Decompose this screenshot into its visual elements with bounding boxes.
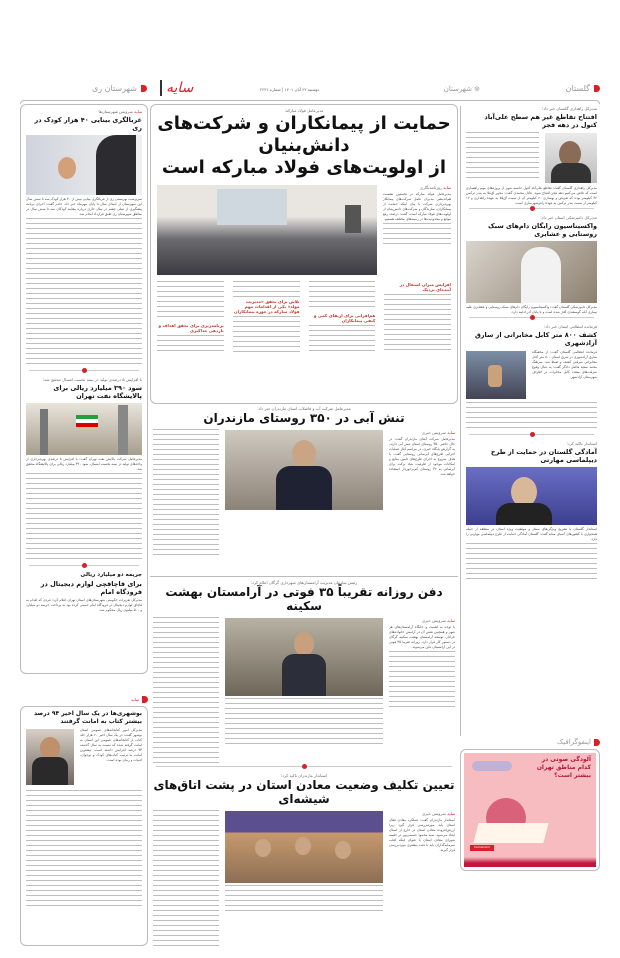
article-kicker: فرمانده انتظامی استان خبر داد: bbox=[543, 323, 597, 329]
brand-badge: hamshahri bbox=[470, 845, 494, 851]
byline: سرویس خبری bbox=[421, 618, 446, 623]
article-title[interactable]: بوشهری‌ها در یک سال اخیر ۹۴ درصد بیشتر کتاب به امانت گرفتند bbox=[33, 710, 142, 725]
article-text bbox=[389, 651, 455, 711]
brand-mark: سایه bbox=[447, 811, 455, 816]
map-graphic bbox=[473, 823, 548, 843]
infographic-title: آلودگی صوتی در کدام مناطق تهران بیشتر است؟ bbox=[536, 756, 591, 779]
article-title[interactable]: آمادگی گلستان در حمایت از طرح دیپلماسی مهارتی bbox=[490, 447, 597, 465]
section-title: گلستان bbox=[565, 84, 590, 93]
article-body: مدیرکل امور کتابخانه‌های عمومی استان بوشهر گفت: در یک سال اخیر ۲۰ هزار جلد کتاب از کتابخانه‌های عمومی این استان به امانت گرفته شده که نسبت به سال گذشته ۹۴ درصد افزایش داشته است. بیشترین امانت به ترتیب کتاب‌های کودک و نوجوان، ادبیات و رمان بوده است. bbox=[80, 727, 142, 762]
article-text bbox=[466, 402, 597, 432]
article-photo bbox=[26, 135, 142, 195]
article-kicker: استاندار مازندران تاکید کرد: bbox=[280, 773, 328, 778]
left-bottom-section bbox=[20, 696, 148, 946]
divider bbox=[469, 434, 594, 439]
article-text bbox=[26, 218, 142, 368]
article-body: مدیرکل دامپزشکی گلستان گفت: واکسیناسیون رایگان دام‌های سبک روستایی و عشایری علیه بیماری آبله گوسفندی آغاز شده است و تا پایان آذر ادامه دارد. bbox=[466, 304, 597, 314]
article-body: استاندار گلستان با تشریح ویژگی‌های ممتاز و موقعیت ویژه استان در منطقه از جمله همجواری با کشورهای آسیای میانه گفت: گلستان آمادگی حمایت از طرح دیپلماسی مهارتی را دارد. bbox=[466, 526, 597, 541]
article-photo bbox=[225, 811, 383, 883]
divider bbox=[29, 565, 139, 570]
article-title[interactable]: افتتاح تقاطع غیر هم سطح علی‌آباد کتول در دهه فجر bbox=[484, 113, 597, 130]
byline: سرویس خبری bbox=[421, 430, 446, 435]
article-text bbox=[384, 294, 451, 354]
divider bbox=[469, 208, 594, 213]
article-text bbox=[233, 281, 300, 297]
article-text bbox=[383, 223, 451, 247]
lead-kicker: مدیرعامل فولاد مبارکه: bbox=[284, 108, 324, 113]
divider bbox=[156, 766, 452, 771]
flag-graphic bbox=[76, 415, 98, 427]
article-body: سرپرست بهزیستی ری از غربالگری بینایی بیش از ۴۰ هزار کودک سه تا شش سال این شهرستان از ابتدای سال تا پایان مهرماه خبر داد. خادم گفت: اجرای برنامه پیشگیری از تنبلی چشم در سال جاری درباره معاینه کودکان سه تا شش سال در مناطق شهرستان ری طبق قرارداد انجام شد. bbox=[26, 196, 142, 216]
article-title[interactable]: غربالگری بینایی ۴۰ هزار کودک در ری bbox=[34, 116, 142, 133]
article-photo bbox=[225, 430, 383, 510]
brand-mark: سایه bbox=[131, 697, 139, 702]
city-text: شهرستان bbox=[443, 85, 472, 93]
article-photo bbox=[225, 618, 383, 696]
article-title[interactable]: تعیین تکلیف وضعیت معادن استان در پشت اتاق‌های شیشه‌ای bbox=[153, 778, 455, 806]
article-text bbox=[225, 698, 383, 748]
article-text bbox=[26, 473, 142, 563]
section-flag-icon bbox=[141, 85, 147, 92]
article-title[interactable]: واکسیناسیون رایگان دام‌های سبک روستایی و عشایری bbox=[488, 221, 597, 239]
article-title[interactable]: دفن روزانه تقریباً ۳۵ فوتی در آرامستان بهشت سکینه bbox=[165, 585, 443, 613]
right-column bbox=[460, 104, 600, 734]
airplane-icon bbox=[472, 761, 512, 771]
article-mines bbox=[150, 764, 458, 950]
byline: سرویس خبری bbox=[421, 811, 446, 816]
brand-mark: سایه bbox=[134, 109, 142, 114]
article-kicker: مدیرکل راهداری گلستان خبر داد: bbox=[541, 106, 597, 111]
article-body: فرمانده انتظامی گلستان گفت: از مخفیگاه سارق آزادشهری در شرق استان ۸۰۰ متر کابل مخابراتی سرقتی کشف و ضبط شد. سرهنگ محمد سعید فاضل دادگر گفت: به دنبال وقوع سرقت‌های متعدد کابل مخابرات در اطراف شهرستان آزادشهر. bbox=[532, 349, 597, 379]
article-body: مدیرکل تعزیرات حکومتی شهرستان‌های استان تهران اعلام کرد: فردی که اقدام به قاچاق لوازم دیجیتال در فرودگاه امام خمینی کرده بود به پرداخت جریمه دو میلیارد و ۵۰۰ میلیون ریال محکوم شد. bbox=[26, 597, 142, 612]
article-photo bbox=[466, 351, 526, 399]
lead-subheading: تلاش برای تحقق «مدیریت مولد» یکی از اقدامات مهم فولاد مبارکه در حوزه پیمانکاران bbox=[234, 299, 300, 314]
article-text bbox=[225, 885, 383, 915]
infographic-frame[interactable] bbox=[460, 749, 600, 871]
article-body: با توجه به اهمیت و جایگاه آرامستان‌های هر شهر و همچنین نقش آن در آرامش خانواده‌های عزادار، توسعه آرامستان بهشت سکینه گرگان در دستور کار قرار دارد. روزانه تقریبا ۳۵ فوتی در این آرامستان دفن می‌شوند. bbox=[389, 625, 455, 649]
article-text bbox=[309, 281, 376, 311]
article-kicker: جریمه دو میلیارد ریالی bbox=[80, 571, 142, 578]
article-water bbox=[150, 406, 458, 574]
lead-right-text bbox=[380, 183, 454, 277]
article-cemetery bbox=[150, 576, 458, 762]
article-text bbox=[26, 790, 142, 910]
section-label-right bbox=[566, 84, 600, 93]
divider bbox=[469, 317, 594, 322]
issue-date: دوشنبه ۲۲ آبان ۱۴۰۱ | شماره ۲۲۳۱ bbox=[260, 87, 320, 92]
article-title[interactable]: سود ۳۹۰ میلیارد ریالی برای پالایشگاه نفت تهران bbox=[53, 383, 142, 401]
article-text bbox=[466, 132, 539, 182]
section-flag-icon bbox=[142, 696, 148, 703]
article-text bbox=[157, 335, 224, 355]
infographic-image bbox=[464, 753, 596, 867]
section-flag-icon bbox=[594, 739, 600, 746]
screen-graphic bbox=[217, 189, 287, 225]
byline: سرویس شهرستان‌ها bbox=[98, 109, 133, 114]
article-text bbox=[153, 617, 219, 767]
article-books bbox=[20, 706, 148, 946]
article-photo bbox=[26, 729, 74, 785]
lead-subheading: برنامه‌ریزی برای تحقق اهداف و بازدهی حداکثری bbox=[158, 323, 224, 333]
article-text bbox=[153, 810, 219, 950]
article-kicker: استاندار تاکید کرد: bbox=[566, 440, 597, 446]
infographic-header bbox=[460, 738, 600, 746]
byline: روزنامه‌نگاری bbox=[419, 185, 442, 190]
article-kicker: مدیرکل دامپزشکی استان خبر داد: bbox=[540, 214, 597, 220]
article-body: مدیرعامل شرکت آبفای مازندران گفت: در حال حاضر ۳۵۰ روستای استان تنش آبی دارند. به گزارش پایگاه خبری، در مراسم آغاز عملیات اجرایی طرح‌های آبرسانی روستایی گفت: با هدف شروع به اجرای طرح‌های تامین منابع و امکانات موجود از ظرفیت بنیاد برکت برای آبرسانی به ۳۲ روستای کم‌برخوردار استفاده خواهد شد. bbox=[389, 437, 455, 476]
article-kicker: مدیرعامل شرکت آب و فاضلاب استان مازندران خبر داد: bbox=[257, 406, 351, 411]
infographic-section bbox=[460, 738, 600, 871]
section-title: شهرستان ری bbox=[92, 84, 137, 93]
lead-article bbox=[150, 104, 458, 404]
left-column bbox=[20, 104, 148, 674]
article-text bbox=[153, 429, 219, 559]
skyline-graphic bbox=[464, 857, 596, 867]
brand-mark: سایه bbox=[447, 618, 455, 623]
article-text bbox=[233, 316, 300, 356]
article-body: استاندار مازندران گفت: عملکرد معادن فعال استان باید موردبررسی قرار گیرد زیرا ارزش‌افزوده معادن استان در خارج از استان ایجاد می‌شود. سید محمود حسینی‌پور در جلسه شورای معادن استان با عنوان اینکه اغلب سرمایه‌گذاران باید با دقت بیشتری موردبررسی قرار گیرند. bbox=[389, 818, 455, 852]
article-text bbox=[157, 281, 224, 321]
section-label-left bbox=[92, 84, 147, 93]
section-title: اینفوگرافیک bbox=[556, 738, 591, 746]
article-photo bbox=[545, 133, 597, 183]
lead-title-line2[interactable]: از اولویت‌های فولاد مبارکه است bbox=[161, 157, 447, 178]
lead-subheading: افزایش میزان اشتغال در آینده‌ای نزدیک bbox=[399, 282, 451, 292]
article-text bbox=[309, 325, 376, 355]
divider bbox=[29, 370, 139, 375]
article-title[interactable]: برای قاچاقچی لوازم دیجیتال در فرودگاه امام bbox=[40, 579, 142, 597]
article-photo bbox=[466, 241, 597, 303]
article-title[interactable]: کشف ۸۰۰ متر کابل مخابراتی از سارق آزادشهری bbox=[474, 330, 597, 348]
article-kicker: با افزایش ۵ درصدی تولید در نیمه نخست امسال محقق شد: bbox=[42, 376, 142, 382]
article-photo bbox=[26, 403, 142, 455]
brand-mark: سایه bbox=[447, 430, 455, 435]
section-header bbox=[20, 696, 148, 703]
article-photo bbox=[466, 467, 597, 525]
newspaper-logo: سایه bbox=[160, 80, 193, 96]
speaker-podium bbox=[345, 205, 361, 233]
lead-body: مدیرعامل فولاد مبارکه در نخستین نشست هم‌اندیشی مدیران عامل شرکت‌های پیمانکار بهره‌برداری شرکت با بیان اینکه حمایت از پیمانکاران، سازندگان و شرکت‌های دانش‌بنیان از اولویت‌های فولاد مبارکه است، گفت: درصدد رفع موانع و محدودیت‌ها در زمینه‌های مختلف هستیم. bbox=[383, 192, 451, 221]
lead-subheading: هم‌افزایی برای ارتقای کمی و کیفی پیمانکاران bbox=[313, 313, 376, 323]
city-label bbox=[444, 85, 480, 93]
article-body: مدیرکل راهداری گلستان گفت: تقاطع علی‌آباد کتول حاشیه شهر از پروژه‌های مهم راهسازی است که تلاش می‌کنیم دهه فجر افتتاح شود. عادل محمدی گفت: محور آق‌قلا به بندر ترکمن ۳۲ کیلومتر بوده که تعریض و بهسازی ۲۰ کیلومتر آن از سمت آق‌قلا به عهده راهداری و ۱۲ کیلومتر از سمت بندر ترکمن به عهده راه‌وشهرسازی است. bbox=[466, 185, 597, 205]
section-flag-icon bbox=[594, 85, 600, 92]
article-text bbox=[466, 543, 597, 583]
article-kicker: رئیس سازمان مدیریت آرامستان‌های شهرداری گرگان اعلام کرد: bbox=[250, 580, 358, 585]
brand-mark: سایه bbox=[443, 185, 451, 190]
lead-photo bbox=[157, 185, 377, 275]
article-title[interactable]: تنش آبی در ۳۵۰ روستای مازندران bbox=[203, 411, 405, 425]
pin-icon: ⊚ bbox=[471, 85, 480, 93]
article-body: مدیرعامل شرکت پالایش نفت تهران گفت: با افزایش ۸ درصدی بهره‌برداری از واحدهای تولید در نیمه نخست امسال، سود ۳۹۰ میلیارد ریالی برای پالایشگاه محقق شد. bbox=[26, 456, 143, 471]
lead-title-line1[interactable]: حمایت از پیمانکاران و شرکت‌های دانش‌بنیان bbox=[157, 113, 451, 156]
